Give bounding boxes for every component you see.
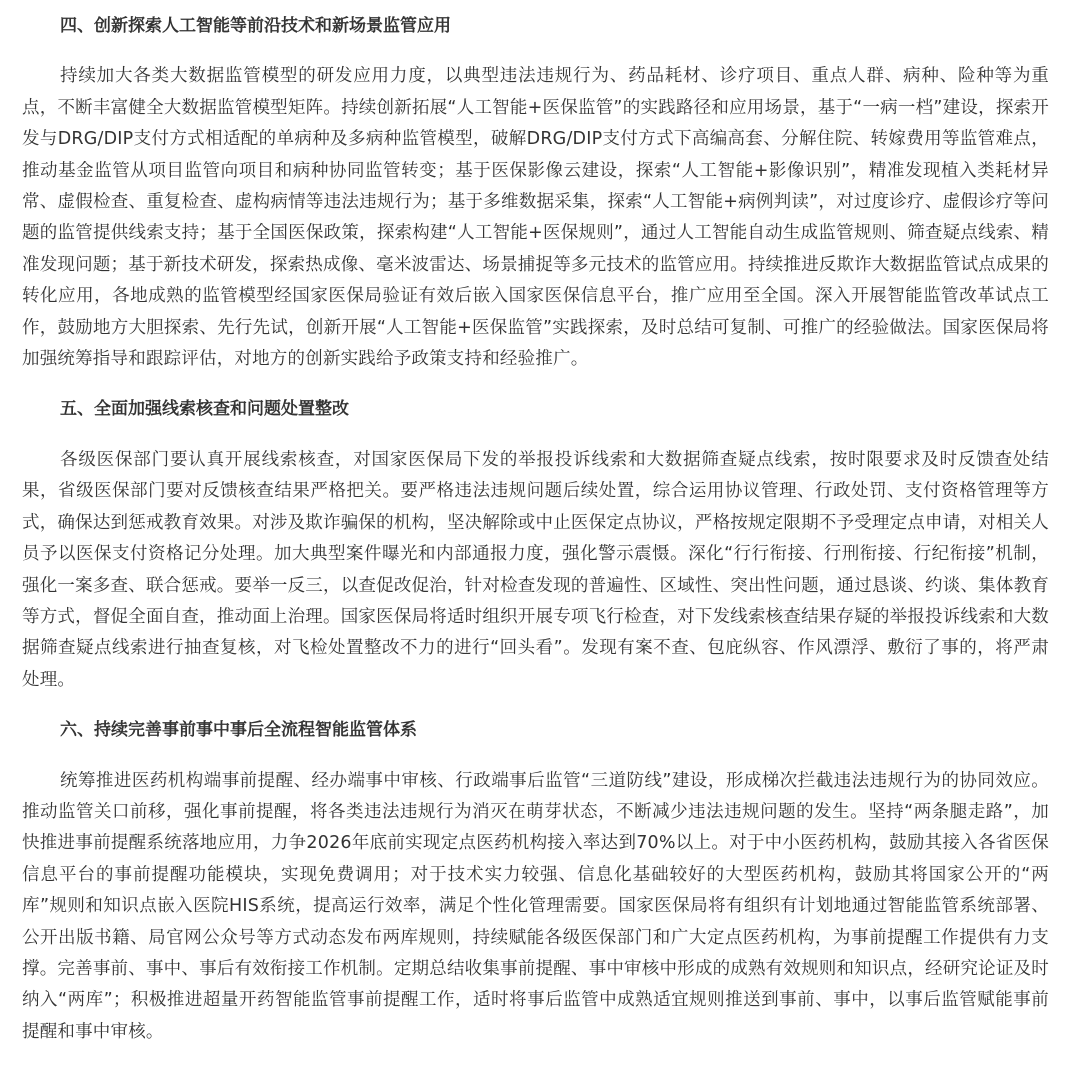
section-heading-5: 五、全面加强线索核查和问题处置整改 xyxy=(60,399,349,420)
section-heading-6: 六、持续完善事前事中事后全流程智能监管体系 xyxy=(60,720,417,741)
section-paragraph-4: 持续加大各类大数据监管模型的研发应用力度，以典型违法违规行为、药品耗材、诊疗项目、重点人群、病种、险种等为重点，不断丰富健全大数据监管模型矩阵。持续创新拓展“人工智能+医保监管”的实践路径和应用场景，基于“一病一档”建设，探索开发与DRG/DIP支付方式相适配的单病种及多病种监管模型，破解DRG/DIP支付方式下高编高套、分解住院、转嫁费用等监管难点，推动基金监管从项目监管向项目和病种协同监管转变；基于医保影像云建设，探索“人工智能+影像识别”，精准发现植入类耗材异常、虚假检查、重复检查、虚构病情等违法违规行为；基于多维数据采集，探索“人工智能+病例判读”，对过度诊疗、虚假诊疗等问题的监管提供线索支持；基于全国医保政策，探索构建“人工智能+医保规则”，通过人工智能自动生成监管规则、筛查疑点线索、精准发现问题；基于新技术研发，探索热成像、毫米波雷达、场景捕捉等多元技术的监管应用。持续推进反欺诈大数据监管试点成果的转化应用，各地成熟的监管模型经国家医保局验证有效后嵌入国家医保信息平台，推广应用至全国。深入开展智能监管改革试点工作，鼓励地方大胆探索、先行先试，创新开展“人工智能+医保监管”实践探索，及时总结可复制、可推广的经验做法。国家医保局将加强统筹指导和跟踪评估，对地方的创新实践给予政策支持和经验推广。 xyxy=(22,66,1049,370)
section-heading-4: 四、创新探索人工智能等前沿技术和新场景监管应用 xyxy=(60,16,451,36)
section-paragraph-6: 统筹推进医药机构端事前提醒、经办端事中审核、行政端事后监管“三道防线”建设，形成梯次拦截违法违规行为的协同效应。推动监管关口前移，强化事前提醒，将各类违法违规行为消灭在萌芽状态，不断减少违法违规问题的发生。坚持“两条腿走路”，加快推进事前提醒系统落地应用，力争2026年底前实现定点医药机构接入率达到70%以上。对于中小医药机构，鼓励其接入各省医保信息平台的事前提醒功能模块，实现免费调用；对于技术实力较强、信息化基础较好的大型医药机构，鼓励其将国家公开的“两库”规则和知识点嵌入医院HIS系统，提高运行效率，满足个性化管理需要。国家医保局将有组织有计划地通过智能监管系统部署、公开出版书籍、局官网公众号等方式动态发布两库规则，持续赋能各级医保部门和广大定点医药机构，为事前提醒工作提供有力支撑。完善事前、事中、事后有效衔接工作机制。定期总结收集事前提醒、事中审核中形成的成熟有效规则和知识点，经研究论证及时纳入“两库”；积极推进超量开药智能监管事前提醒工作，适时将事后监管中成熟适宜规则推送到事前、事中，以事后监管赋能事前提醒和事中审核。 xyxy=(22,770,1049,1042)
section-paragraph-5: 各级医保部门要认真开展线索核查，对国家医保局下发的举报投诉线索和大数据筛查疑点线索，按时限要求及时反馈查处结果，省级医保部门要对反馈核查结果严格把关。要严格违法违规问题后续处置，综合运用协议管理、行政处罚、支付资格管理等方式，确保达到惩戒教育效果。对涉及欺诈骗保的机构，坚决解除或中止医保定点协议，严格按规定限期不予受理定点申请，对相关人员予以医保支付资格记分处理。加大典型案件曝光和内部通报力度，强化警示震慑。深化“行行衔接、行刑衔接、行纪衔接”机制，强化一案多查、联合惩戒。要举一反三，以查促改促治，针对检查发现的普遍性、区域性、突出性问题，通过恳谈、约谈、集体教育等方式，督促全面自查，推动面上治理。国家医保局将适时组织开展专项飞行检查，对下发线索核查结果存疑的举报投诉线索和大数据筛查疑点线索进行抽查复核，对飞检处置整改不力的进行“回头看”。发现有案不查、包庇纵容、作风漂浮、敷衍了事的，将严肃处理。 xyxy=(22,449,1049,690)
